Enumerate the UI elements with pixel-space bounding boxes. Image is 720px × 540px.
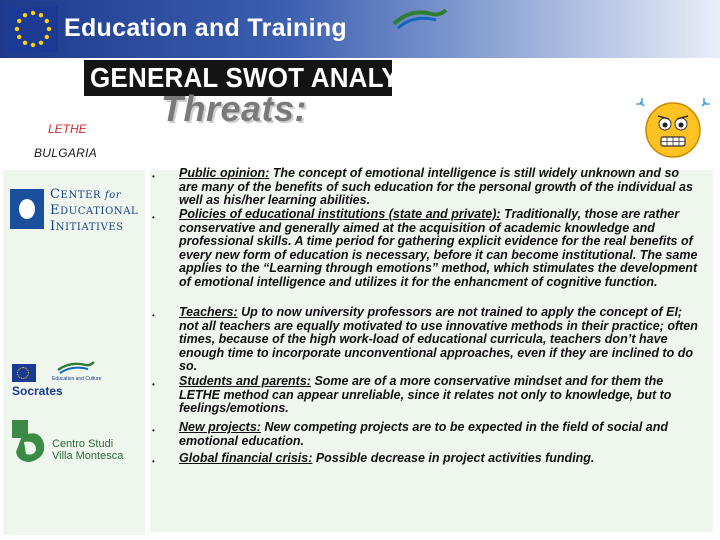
cei-line-3: INITIATIVES [50, 219, 124, 234]
top-banner [0, 0, 720, 58]
eu-flag-small-icon [12, 364, 36, 382]
headline: GENERAL SWOT ANALYSIS [90, 62, 442, 94]
cei-mark-icon [10, 189, 44, 229]
bullet: • [152, 426, 155, 435]
eu-flag-icon [8, 6, 58, 52]
bullet: • [152, 457, 155, 466]
country-name: BULGARIA [34, 146, 98, 160]
villa-montesca-logo [10, 418, 134, 472]
banner-title: Education and Training [64, 14, 348, 42]
villa-montesca-mark-icon [10, 418, 48, 464]
threat-item-new-projects: New projects: New competing projects are to be expected in the field of social and emotional education. [179, 420, 668, 448]
threat-item-financial-crisis: Global financial crisis: Possible decrease in project activities funding. [179, 451, 595, 465]
bullet: • [152, 213, 155, 222]
threat-item-teachers: Teachers: Up to now university professors are not trained to apply the concept of EI; not all teachers are equally motivated to use innovative methods in their practice; often times, because of the high work-load of educational curricula, teachers don’t have enough time to incorporate unconventional approaches, even if they are inclined to do so. [179, 305, 698, 374]
socrates-word: Socrates [12, 384, 63, 398]
project-name: LETHE [48, 122, 87, 136]
threat-item-students-parents: Students and parents: Some are of a more conservative mindset and for them the LETHE method can appear unreliable, since it relates not only to knowledge, but to feelings/emotions. [179, 374, 672, 416]
villa-montesca-text: Centro Studi Villa Montesca [52, 438, 124, 462]
cei-line-2: EDUCATIONAL [50, 203, 139, 218]
section-title: Threats: [161, 88, 308, 129]
ec-swoosh-icon [392, 6, 448, 32]
bullet: • [152, 380, 155, 389]
cei-line-1: CENTER for [50, 187, 122, 202]
worried-smiley-icon [632, 94, 714, 160]
socrates-subtitle: Education and Culture [52, 376, 102, 382]
bullet: • [152, 311, 155, 320]
threat-item-policies: Policies of educational institutions (state and private): Traditionally, those are rather conservative and generally aimed at the acquisition of academic knowledge and professional skills. A time period for gathering explicit evidence for the real benefits of every new form of education is necessary, before it can become institutional. The same applies to the “Learning through emotions” method, which stimulates the development of emotional intelligence and utilizes it for the enhancment of cognitive function. [179, 207, 698, 289]
ec-swoosh-small-icon [56, 360, 96, 374]
cei-logo [10, 185, 139, 235]
threat-item-public-opinion: Public opinion: The concept of emotional intelligence is still widely unknown and so are many of the benefits of such education for the personal growth of the individual as well as his/her learning abilities. [179, 166, 693, 208]
socrates-logo [10, 360, 134, 402]
bullet: • [152, 172, 155, 181]
